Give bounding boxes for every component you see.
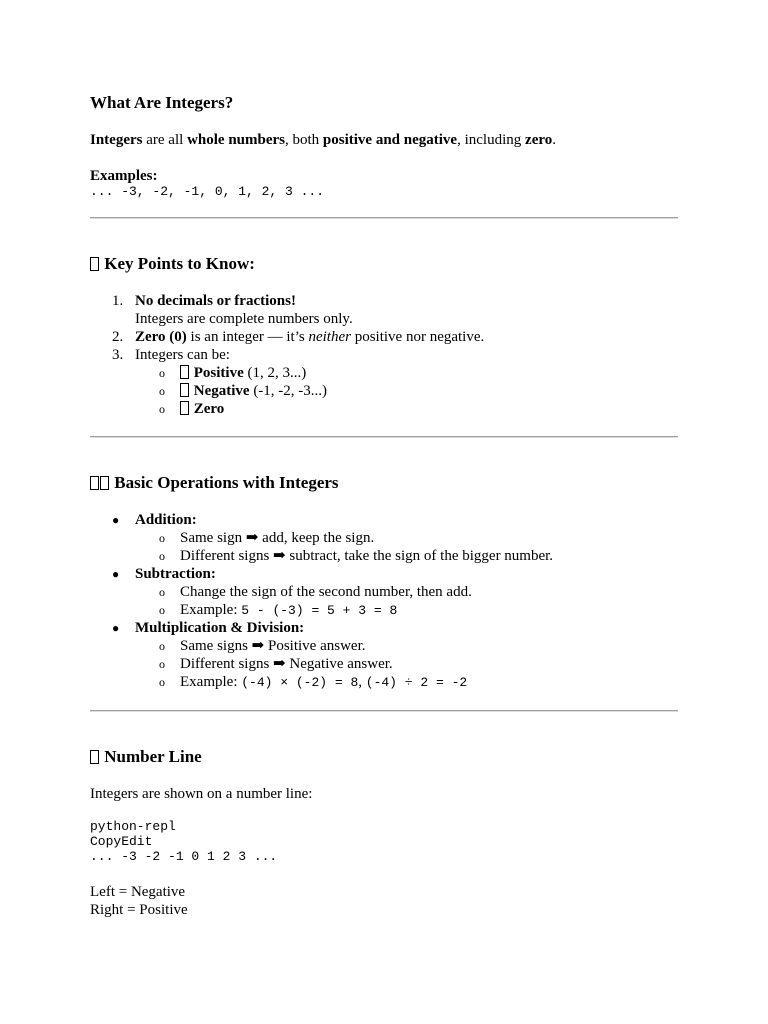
text-fragment: , both xyxy=(285,132,323,148)
operation-label: Addition: xyxy=(135,512,197,528)
sub-list-item xyxy=(90,547,678,565)
divider xyxy=(90,217,678,219)
left-negative-text: Left = Negative xyxy=(90,884,186,900)
text-fragment: are all xyxy=(142,132,188,148)
sub-item-bold: Positive xyxy=(193,365,244,381)
section-title-basic-operations xyxy=(90,473,339,493)
examples-label xyxy=(90,167,678,185)
key-point-emphasis: neither xyxy=(308,329,351,345)
sub-item-bold: Negative xyxy=(193,383,250,399)
list-item xyxy=(90,511,678,529)
sub-bullet-icon: o xyxy=(159,402,165,416)
rule-text: add, keep the sign. xyxy=(258,530,375,546)
section-title-what-are-integers: What Are Integers? xyxy=(90,93,234,112)
key-point-bold: No decimals or fractions! xyxy=(135,293,296,309)
sub-bullet-icon: o xyxy=(159,384,165,398)
sub-bullet-icon: o xyxy=(159,549,165,563)
operation-label: Multiplication & Division: xyxy=(135,620,305,636)
sub-list-item xyxy=(90,583,678,601)
sub-item-bold: Zero xyxy=(193,401,225,417)
number-line-intro: Integers are shown on a number line: xyxy=(90,786,313,802)
list-item xyxy=(90,565,678,583)
emoji-placeholder-icon xyxy=(180,365,189,379)
code-language-label: python-repl xyxy=(90,819,176,834)
sub-item-text: (-1, -2, -3...) xyxy=(249,383,328,399)
arrow-icon: ➡ xyxy=(273,548,286,564)
rule-text: subtract, take the sign of the bigger number. xyxy=(285,548,554,564)
sub-list-item xyxy=(90,364,678,382)
divider xyxy=(90,436,678,438)
sub-bullet-icon: o xyxy=(159,639,165,653)
bullet-icon: ● xyxy=(112,621,120,635)
example-label: Example: xyxy=(180,602,242,618)
term-integers: Integers xyxy=(90,132,143,148)
sub-bullet-icon: o xyxy=(159,675,165,689)
emoji-placeholder-icon xyxy=(100,476,109,490)
rule-text: Different signs xyxy=(180,656,274,672)
number-line-code: ... -3 -2 -1 0 1 2 3 ... xyxy=(90,849,278,864)
sub-list-item xyxy=(90,637,678,655)
operation-label: Subtraction: xyxy=(135,566,216,582)
divider xyxy=(90,710,678,712)
key-point-text: positive nor negative. xyxy=(350,329,485,345)
key-point-text: Integers are complete numbers only. xyxy=(135,311,353,327)
section-title-text: Number Line xyxy=(104,747,202,766)
operations-list xyxy=(90,511,678,691)
number-line-code-block xyxy=(90,819,678,864)
sub-bullet-icon: o xyxy=(159,657,165,671)
example-code: (-4) ÷ 2 = -2 xyxy=(365,675,468,690)
term-whole-numbers: whole numbers xyxy=(187,132,285,148)
rule-text: Negative answer. xyxy=(285,656,393,672)
rule-text: Same signs xyxy=(180,638,252,654)
emoji-placeholder-icon xyxy=(180,383,189,397)
section-title-text: Key Points to Know: xyxy=(104,254,255,273)
arrow-icon: ➡ xyxy=(245,530,259,546)
text-fragment: , including xyxy=(457,132,526,148)
sub-list-item xyxy=(90,655,678,673)
list-number: 3. xyxy=(112,347,124,363)
sub-item-text: (1, 2, 3...) xyxy=(243,365,307,381)
rule-text: Change the sign of the second number, then add. xyxy=(180,584,472,600)
sub-bullet-icon: o xyxy=(159,531,165,545)
example-label: Example: xyxy=(180,674,242,690)
arrow-icon: ➡ xyxy=(273,656,286,672)
separator: , xyxy=(358,674,366,690)
key-points-list xyxy=(90,292,678,418)
rule-text: Same sign xyxy=(180,530,246,546)
list-item xyxy=(90,292,678,328)
rule-text: Positive answer. xyxy=(264,638,366,654)
sub-list-item xyxy=(90,400,678,418)
intro-paragraph xyxy=(90,131,678,149)
copy-edit-label: CopyEdit xyxy=(90,834,153,849)
section-title-number-line xyxy=(90,747,202,767)
emoji-placeholder-icon xyxy=(90,257,99,271)
key-point-text: Integers can be: xyxy=(135,347,230,363)
bullet-icon: ● xyxy=(112,567,120,581)
arrow-icon: ➡ xyxy=(251,638,265,654)
section-title-key-points xyxy=(90,254,255,274)
sub-bullet-icon: o xyxy=(159,366,165,380)
list-number: 1. xyxy=(112,293,124,309)
emoji-placeholder-icon xyxy=(90,750,99,764)
list-item xyxy=(90,328,678,346)
sub-list-item xyxy=(90,529,678,547)
examples-code: ... -3, -2, -1, 0, 1, 2, 3 ... xyxy=(90,184,325,199)
sub-bullet-icon: o xyxy=(159,585,165,599)
text-fragment: . xyxy=(552,132,556,148)
right-positive-text: Right = Positive xyxy=(90,902,188,918)
example-code: 5 - (-3) = 5 + 3 = 8 xyxy=(241,603,398,618)
sub-bullet-icon: o xyxy=(159,603,165,617)
rule-text: Different signs xyxy=(180,548,274,564)
bullet-icon: ● xyxy=(112,513,120,527)
section-title-text: Basic Operations with Integers xyxy=(114,473,339,492)
examples-label-text: Examples: xyxy=(90,168,158,184)
list-item xyxy=(90,619,678,637)
emoji-placeholder-icon xyxy=(180,401,189,415)
sub-list-item xyxy=(90,673,678,691)
example-code: (-4) × (-2) = 8 xyxy=(241,675,359,690)
term-positive-negative: positive and negative xyxy=(322,132,458,148)
list-number: 2. xyxy=(112,329,124,345)
sub-list-item xyxy=(90,382,678,400)
key-point-bold: Zero (0) xyxy=(135,329,187,345)
emoji-placeholder-icon xyxy=(90,476,99,490)
key-point-text: is an integer — it’s xyxy=(186,329,309,345)
term-zero: zero xyxy=(525,132,553,148)
list-item xyxy=(90,346,678,364)
sub-list-item xyxy=(90,601,678,619)
